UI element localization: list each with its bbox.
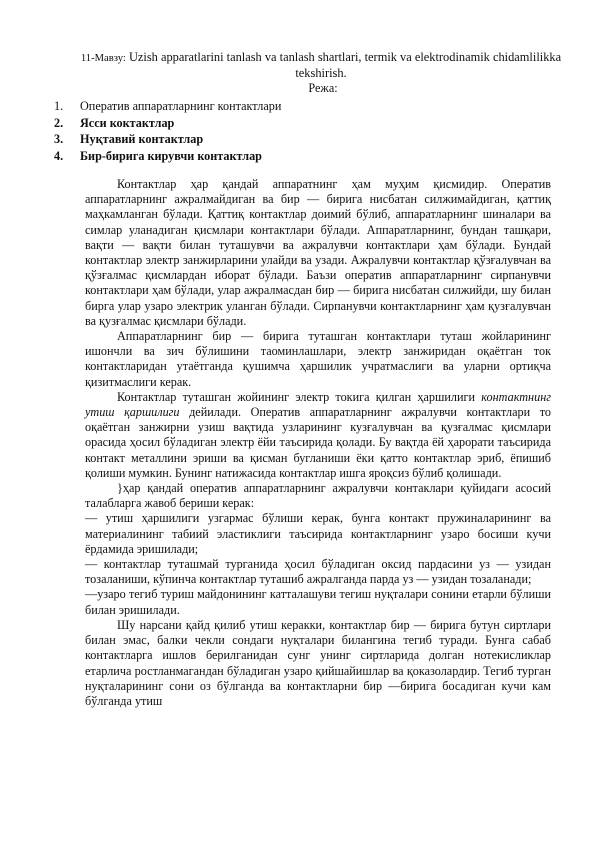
requirement-item: — контактлар туташмай турганида ҳосил бўладиган оксид пардасини уз — узидан тозаланиши, кўпинча контактлар туташиб ажралганда парда уз — узидан тозаланади; [85, 557, 551, 587]
plan-item-text: Ясси коктактлар [80, 115, 175, 130]
lecture-title [76, 50, 566, 81]
plan-item-text: Оператив аппаратларнинг контактлари [80, 99, 282, 113]
paragraph [85, 390, 551, 481]
lecture-number: 11-Мавзу: [80, 53, 126, 64]
lecture-title-text: Uzish apparatlarini tanlash va tanlash shartlari, termik va elektrodinamik chidamlilikka tekshirish. [128, 50, 562, 80]
plan-item-number: 3. [54, 132, 64, 147]
paragraph: Контактлар ҳар қандай аппаратнинг ҳам муҳим қисмидир. Оператив аппаратларнинг ажралмайдиган ва бир — бирига нисбатан силжимайдиган, қаттиқ маҳкамланган бўлади. Қаттиқ контактлар доимий бўлиб, аппаратларнинг шиналари ва симлар уланадиган қисмлари контактлари бўлади. Аппаратларнинг, бундан ташқари, вақти — вақти билан туташувчи ва ажралувчи контактлари ҳам бўлади. Бундай контактлар электр занжирларини улайди ва узади. Ажралувчи контактлар қўзғалувчан ва қўзғалмас қисмлардан иборат бўлади. Баъзи оператив аппаратларнинг сирпанувчи контактлари ҳам бўлади, улар ажралмасдан бир — бирига нисбатан силжийди, шу билан бирга улар узаро электрик уланган бўлади. Сирпанувчи контактларнинг ҳам қузғалувчан ва қузғалмас қисмлари бўлади. [85, 177, 551, 328]
plan-list [54, 98, 281, 164]
plan-item [54, 98, 281, 115]
paragraph-text: Контактлар туташган жойининг электр токига қилган ҳаршилиги [117, 389, 476, 404]
paragraph-text: дейилади. Оператив аппаратларнинг ажралувчи контактлари то оқаётган занжирни узиш вақтида узларининг кузғалувчан ва қузғалмас қисмлари орасида ҳосил бўладиган электр ёйи таъсирида қолади. Бу вақтда ёй ҳарорати таъсирида контакт металлини эриши ва қисман бугланиши ёки қатто контактлар эриб, ёпишиб қолиши мумкин. Бунинг натижасида контактлар ишга яроқсиз бўлиб қолишади. [85, 405, 551, 480]
paragraph: }ҳар қандай оператив аппаратларнинг ажралувчи контаклари қуйидаги асосий талабларга жавоб бериши керак: [85, 481, 551, 511]
plan-item [54, 148, 281, 165]
plan-item-number: 1. [54, 99, 64, 113]
paragraph: Аппаратларнинг бир — бирига туташган контактлари туташ жойларининг ишончли ва зич бўлишини таоминлашлари, электр занжиридан оқаётган ток контактларидан утаётганда қушимча ҳаршилик учратмаслиги ва уларни ортиқча қизитмаслиги керак. [85, 329, 551, 389]
plan-item [54, 115, 281, 132]
plan-label: Режа: [308, 81, 338, 95]
requirement-item: — утиш ҳаршилиги узгармас бўлиши керак, бунга контакт пружиналарининг ва материалининг табиий эластиклиги таъсирида контактларнинг узаро босиши кучи ёрдамида эришилади; [85, 511, 551, 556]
term-emphasis: контактнинг утиш қаршилиги [85, 389, 551, 420]
plan-item-text: Нуқтавий контактлар [80, 132, 204, 147]
plan-item-number: 4. [54, 148, 64, 163]
body-text [85, 177, 551, 709]
paragraph: Шу нарсани қайд қилиб утиш керакки, контактлар бир — бирига бутун сиртлари билан эмас, балки чекли сондаги нуқталари билангина тегиб туради. Бунга сабаб контактларга ишлов берилганидан сунг унинг сиртларида долган нотекисликлар етарлича ростланмагандан бўладиган узаро қийшайишлар ва қоказолардир. Тегиб турган нуқталарининг сони оз бўлганда ва контактларни бир —бирига босадиган кучи кам бўлганда утиш [85, 617, 551, 708]
plan-item [54, 131, 281, 148]
plan-item-text: Бир-бирига кирувчи контактлар [80, 148, 262, 163]
plan-item-number: 2. [54, 115, 64, 130]
requirement-item: —узаро тегиб туриш майдонининг катталашуви тегиш нуқталари сонини етарли бўлиши билан эришилади. [85, 587, 551, 617]
